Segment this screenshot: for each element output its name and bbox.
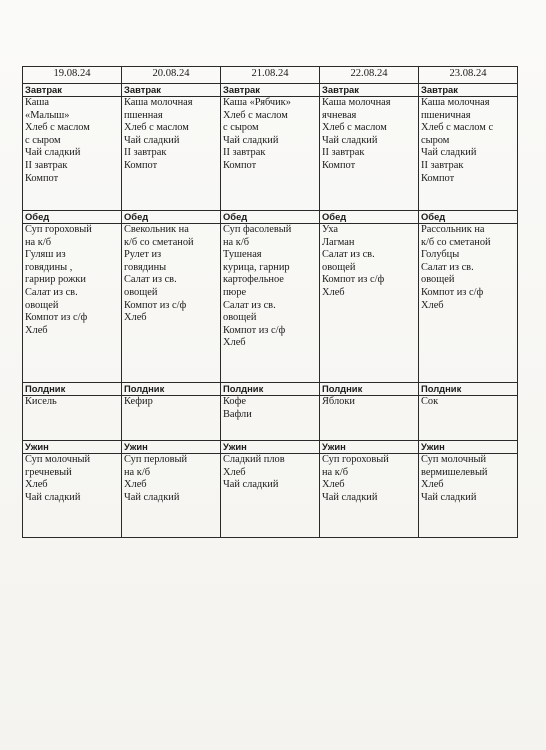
menu-item-line: Суп перловый xyxy=(124,454,188,465)
menu-item-line: на к/б xyxy=(124,466,150,478)
date-cell: 19.08.24 xyxy=(23,67,122,84)
menu-item-line: Гуляш из xyxy=(25,249,66,261)
menu-item-line: Суп молочный xyxy=(25,454,91,465)
dinner-heading: Ужин xyxy=(23,441,122,454)
menu-item-line: II завтрак xyxy=(124,147,167,159)
menu-item-line: Суп гороховый xyxy=(322,454,389,465)
menu-item-line: Чай сладкий xyxy=(223,479,279,491)
menu-item-line: Хлеб с маслом xyxy=(322,122,387,134)
menu-item-line: Суп молочный xyxy=(421,454,487,465)
menu-item-line: Лагман xyxy=(322,236,355,248)
menu-item-line: курица, гарнир xyxy=(223,261,290,273)
menu-item-line: Салат из св. xyxy=(25,286,78,298)
lunch-heading: Обед xyxy=(419,211,518,224)
lunch-menu-cell xyxy=(221,224,320,383)
menu-item-line: Салат из св. xyxy=(322,249,375,261)
date-cell: 23.08.24 xyxy=(419,67,518,84)
menu-item-line: Каша молочная xyxy=(421,97,490,108)
snack-menu-cell xyxy=(23,396,122,441)
menu-item-line: Салат из св. xyxy=(421,261,474,273)
lunch-menu-cell xyxy=(320,224,419,383)
date-cell: 22.08.24 xyxy=(320,67,419,84)
lunch-heading: Обед xyxy=(122,211,221,224)
menu-item-line: Чай сладкий xyxy=(322,491,378,503)
menu-item-line: Свекольник на xyxy=(124,224,189,235)
menu-item-line: Суп фасолевый xyxy=(223,224,292,235)
menu-item-line: Хлеб с маслом xyxy=(25,122,90,134)
snack-heading: Полдник xyxy=(221,383,320,396)
snack-heading: Полдник xyxy=(320,383,419,396)
menu-item-line: Чай сладкий xyxy=(124,134,180,146)
breakfast-menu-cell xyxy=(320,97,419,211)
menu-item-line: «Малыш» xyxy=(25,109,70,121)
menu-item-line: Рулет из xyxy=(124,249,162,261)
menu-item-line: Хлеб xyxy=(421,479,444,491)
menu-item-line: Хлеб xyxy=(124,479,147,491)
snack-heading: Полдник xyxy=(419,383,518,396)
menu-item-line: Каша xyxy=(25,97,50,108)
snack-items-row xyxy=(23,396,518,441)
menu-item-line: Хлеб xyxy=(124,312,147,324)
menu-item-line: Чай сладкий xyxy=(223,134,279,146)
menu-item-line: вермишелевый xyxy=(421,466,488,478)
menu-item-line: Кефир xyxy=(124,396,153,407)
menu-item-line: II завтрак xyxy=(223,147,266,159)
dinner-menu-cell xyxy=(122,454,221,538)
menu-item-line: говядины xyxy=(124,261,167,273)
breakfast-menu-cell xyxy=(23,97,122,211)
menu-item-line: Чай сладкий xyxy=(421,491,477,503)
dinner-menu-cell xyxy=(23,454,122,538)
menu-item-line: овощей xyxy=(322,261,356,273)
menu-item-line: Компот xyxy=(25,172,59,184)
menu-item-line: Вафли xyxy=(223,408,252,420)
menu-item-line: Сок xyxy=(421,396,439,407)
menu-item-line: Компот из с/ф xyxy=(421,286,484,298)
breakfast-menu-cell xyxy=(419,97,518,211)
menu-item-line: Компот из с/ф xyxy=(124,299,187,311)
menu-item-line: Чай сладкий xyxy=(124,491,180,503)
breakfast-heading: Завтрак xyxy=(122,84,221,97)
snack-menu-cell xyxy=(419,396,518,441)
menu-item-line: Чай сладкий xyxy=(25,147,81,159)
menu-item-line: Хлеб с маслом xyxy=(223,109,288,121)
menu-item-line: Рассольник на xyxy=(421,224,485,235)
menu-item-line: сыром xyxy=(421,134,450,146)
menu-item-line: на к/б xyxy=(223,236,249,248)
menu-item-line: II завтрак xyxy=(421,159,464,171)
menu-item-line: Кофе xyxy=(223,396,246,407)
menu-item-line: Хлеб xyxy=(322,479,345,491)
lunch-menu-cell xyxy=(23,224,122,383)
snack-menu-cell xyxy=(221,396,320,441)
breakfast-menu-cell xyxy=(221,97,320,211)
menu-item-line: говядины , xyxy=(25,261,73,273)
menu-item-line: Тушеная xyxy=(223,249,262,261)
menu-item-line: ячневая xyxy=(322,109,357,121)
dinner-heading: Ужин xyxy=(221,441,320,454)
menu-item-line: Компот из с/ф xyxy=(322,274,385,286)
dinner-menu-cell xyxy=(320,454,419,538)
menu-item-line: Чай сладкий xyxy=(421,147,477,159)
lunch-items-row xyxy=(23,224,518,383)
snack-heading-row xyxy=(23,383,518,396)
menu-item-line: Голубцы xyxy=(421,249,460,261)
menu-item-line: на к/б xyxy=(322,466,348,478)
menu-item-line: Хлеб xyxy=(223,466,246,478)
menu-item-line: Яблоки xyxy=(322,396,355,407)
menu-item-line: Каша молочная xyxy=(124,97,193,108)
dinner-items-row xyxy=(23,454,518,538)
menu-item-line: гарнир рожки xyxy=(25,274,86,286)
menu-item-line: овощей xyxy=(25,299,59,311)
lunch-heading: Обед xyxy=(221,211,320,224)
snack-menu-cell xyxy=(320,396,419,441)
menu-item-line: с сыром xyxy=(25,134,61,146)
menu-item-line: Хлеб с маслом с xyxy=(421,122,494,134)
breakfast-menu-cell xyxy=(122,97,221,211)
breakfast-heading: Завтрак xyxy=(320,84,419,97)
weekly-menu-table xyxy=(22,66,518,538)
breakfast-heading: Завтрак xyxy=(23,84,122,97)
menu-item-line: Хлеб xyxy=(322,286,345,298)
menu-item-line: Хлеб с маслом xyxy=(124,122,189,134)
date-row xyxy=(23,67,518,84)
menu-item-line: картофельное xyxy=(223,274,284,286)
lunch-heading-row xyxy=(23,211,518,224)
breakfast-heading-row xyxy=(23,84,518,97)
menu-item-line: Хлеб xyxy=(25,479,48,491)
menu-item-line: Каша молочная xyxy=(322,97,391,108)
menu-item-line: Компот из с/ф xyxy=(223,324,286,336)
menu-item-line: Компот xyxy=(124,159,158,171)
lunch-menu-cell xyxy=(122,224,221,383)
menu-item-line: Хлеб xyxy=(25,324,48,336)
snack-heading: Полдник xyxy=(23,383,122,396)
snack-menu-cell xyxy=(122,396,221,441)
menu-item-line: Компот xyxy=(322,159,356,171)
lunch-heading: Обед xyxy=(23,211,122,224)
menu-item-line: Компот из с/ф xyxy=(25,312,88,324)
menu-item-line: Кисель xyxy=(25,396,57,407)
menu-item-line: Сладкий плов xyxy=(223,454,285,465)
dinner-menu-cell xyxy=(221,454,320,538)
menu-item-line: овощей xyxy=(223,312,257,324)
dinner-heading: Ужин xyxy=(320,441,419,454)
lunch-heading: Обед xyxy=(320,211,419,224)
menu-item-line: Салат из св. xyxy=(124,274,177,286)
menu-item-line: Чай сладкий xyxy=(322,134,378,146)
menu-item-line: овощей xyxy=(124,286,158,298)
meal-rows xyxy=(23,84,518,538)
breakfast-heading: Завтрак xyxy=(221,84,320,97)
menu-item-line: Хлеб xyxy=(223,337,246,349)
menu-item-line: пшеничная xyxy=(421,109,471,121)
menu-item-line: Суп гороховый xyxy=(25,224,92,235)
menu-item-line: Компот xyxy=(421,172,455,184)
menu-item-line: к/б со сметаной xyxy=(124,236,194,248)
dinner-heading: Ужин xyxy=(419,441,518,454)
dinner-heading-row xyxy=(23,441,518,454)
menu-item-line: Каша «Рябчик» xyxy=(223,97,291,108)
menu-item-line: с сыром xyxy=(223,122,259,134)
menu-item-line: II завтрак xyxy=(25,159,68,171)
menu-item-line: Чай сладкий xyxy=(25,491,81,503)
menu-item-line: на к/б xyxy=(25,236,51,248)
menu-item-line: Компот xyxy=(223,159,257,171)
menu-item-line: Салат из св. xyxy=(223,299,276,311)
dinner-heading: Ужин xyxy=(122,441,221,454)
snack-heading: Полдник xyxy=(122,383,221,396)
menu-item-line: пшенная xyxy=(124,109,163,121)
menu-item-line: овощей xyxy=(421,274,455,286)
date-cell: 20.08.24 xyxy=(122,67,221,84)
lunch-menu-cell xyxy=(419,224,518,383)
menu-item-line: Уха xyxy=(322,224,338,235)
dinner-menu-cell xyxy=(419,454,518,538)
breakfast-heading: Завтрак xyxy=(419,84,518,97)
date-cell: 21.08.24 xyxy=(221,67,320,84)
menu-item-line: пюре xyxy=(223,286,247,298)
menu-item-line: Хлеб xyxy=(421,299,444,311)
menu-item-line: гречневый xyxy=(25,466,72,478)
breakfast-items-row xyxy=(23,97,518,211)
menu-item-line: к/б со сметаной xyxy=(421,236,491,248)
menu-item-line: II завтрак xyxy=(322,147,365,159)
